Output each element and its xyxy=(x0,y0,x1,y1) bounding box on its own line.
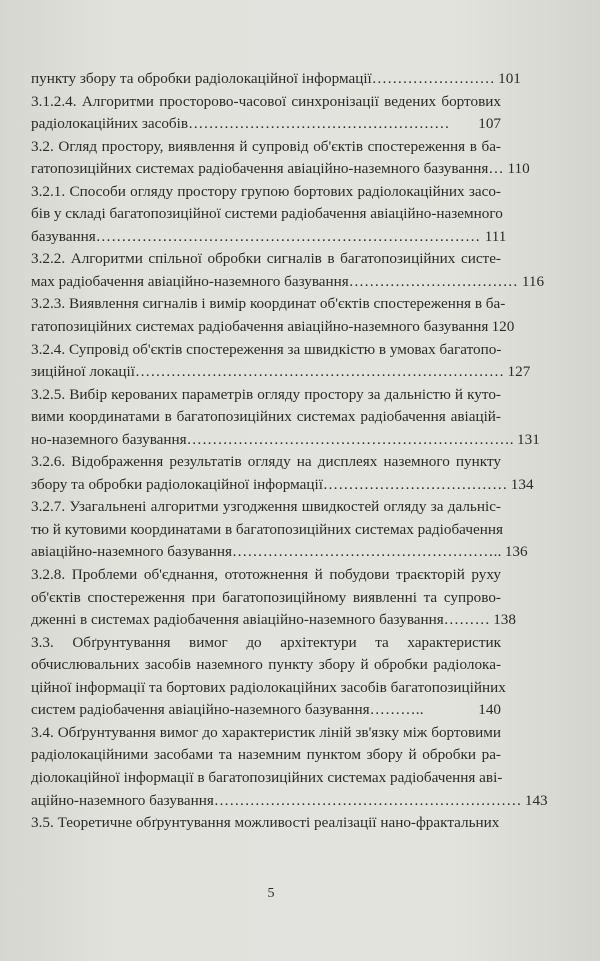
toc-entry xyxy=(31,181,507,249)
toc-leader-dots: …………………………………………………… xyxy=(213,791,522,809)
toc-entry-line: 3.2. Огляд простору, виявлення й супровід об'єктів спостереження в ба- xyxy=(31,137,501,155)
toc-entry-line: 3.1.2.4. Алгоритми просторово-часової синхронізації ведених бортових xyxy=(31,92,501,110)
toc-entry-last-line xyxy=(31,699,501,722)
toc-entry xyxy=(31,91,501,136)
toc-entry-last-line xyxy=(31,271,545,294)
table-of-contents xyxy=(31,68,548,835)
toc-entry-title: гатопозиційних системах радіобачення авіаційно-наземного базування xyxy=(31,160,489,178)
toc-entry-title: гатопозиційних системах радіобачення авіаційно-наземного базування xyxy=(31,318,489,336)
toc-page-number: 107 xyxy=(478,115,501,133)
toc-leader-dots: ………………………………………………………………… xyxy=(95,227,481,245)
toc-entry xyxy=(31,384,540,452)
toc-entry-line: бів у складі багатопозиційної системи радіобачення авіаційно-наземного xyxy=(31,205,503,223)
toc-leader-dots: ……… xyxy=(443,611,490,629)
toc-entry-line: тю й кутовими координатами в багатопозиційних системах радіобачення xyxy=(31,520,503,538)
toc-entry-line: діолокаційної інформації в багатопозиційних системах радіобачення аві- xyxy=(31,768,503,786)
toc-entry-title: зиційної локації xyxy=(31,363,135,381)
toc-entry-title: базування xyxy=(31,227,96,245)
toc-entry-line: вими координатами в багатопозиційних системах радіобачення авіацій- xyxy=(31,408,501,426)
toc-page-number: 131 xyxy=(517,430,540,448)
toc-entry xyxy=(31,68,521,91)
toc-entry-line: 3.2.3. Виявлення сигналів і вимір координат об'єктів спостереження в ба- xyxy=(31,295,506,313)
toc-entry-title: но-наземного базування xyxy=(31,430,187,448)
toc-entry-last-line xyxy=(31,790,548,813)
toc-entry-line: об'єктів спостереження при багатопозиційному виявленні та супрово- xyxy=(31,588,501,606)
toc-entry xyxy=(31,632,506,722)
toc-entry-line: 3.2.6. Відображення результатів огляду на дисплеях наземного пункту xyxy=(31,453,501,471)
toc-entry-last-line xyxy=(31,474,534,497)
toc-page-number: 110 xyxy=(507,160,530,178)
toc-page-number: 143 xyxy=(524,791,548,809)
toc-entry-title: систем радіобачення авіаційно-наземного базування xyxy=(31,701,370,719)
toc-entry xyxy=(31,248,545,293)
toc-entry-title: аційно-наземного базування xyxy=(31,791,214,809)
toc-entry-last-line xyxy=(31,113,501,136)
toc-leader-dots: ……………………………… xyxy=(322,475,508,493)
toc-entry-title: мах радіобачення авіаційно-наземного базування xyxy=(31,272,349,290)
toc-entry xyxy=(31,293,515,338)
toc-entry-title: радіолокаційних засобів xyxy=(31,115,189,133)
toc-entry-title: збору та обробки радіолокаційної інформації xyxy=(31,475,323,493)
toc-entry-line: 3.2.4. Супровід об'єктів спостереження за швидкістю в умовах багатопо- xyxy=(31,340,502,358)
toc-entry-last-line xyxy=(31,609,516,632)
toc-entry xyxy=(31,136,530,181)
toc-entry-line: 3.4. Обґрунтування вимог до характеристик ліній зв'язку між бортовими xyxy=(31,723,501,741)
toc-leader-dots: …………………………………………… xyxy=(188,115,450,133)
page-number: 5 xyxy=(267,886,275,901)
toc-entry-line: 3.3. Обґрунтування вимог до архітектури та характеристик xyxy=(31,633,501,651)
toc-entry-last-line xyxy=(31,812,501,835)
toc-entry xyxy=(31,812,501,835)
toc-entry-title: 3.5. Теоретичне обґрунтування можливості реалізації нано-фрактальних xyxy=(31,814,500,832)
toc-page-number: 136 xyxy=(504,543,528,561)
toc-page-number: 111 xyxy=(484,227,507,245)
toc-page-number: 101 xyxy=(498,70,521,87)
toc-entry-last-line xyxy=(31,158,530,181)
toc-entry-line: радіолокаційними засобами та наземним пунктом збору й обробки ра- xyxy=(31,746,501,764)
toc-entry xyxy=(31,339,531,384)
toc-entry xyxy=(31,722,548,812)
toc-entry xyxy=(31,564,516,632)
toc-entry-title: авіаційно-наземного базування xyxy=(31,543,233,561)
toc-leader-dots: …………………………………………….. xyxy=(232,543,502,561)
toc-page-number: 127 xyxy=(507,363,531,381)
toc-leader-dots: ………………………………………………………. xyxy=(186,430,514,448)
toc-page-number: 116 xyxy=(521,272,545,290)
toc-entry-title: дженні в системах радіобачення авіаційно-наземного базування xyxy=(31,611,444,629)
toc-leader-dots: …………………………… xyxy=(348,272,519,290)
toc-entry-last-line xyxy=(31,226,507,249)
toc-entry-line: 3.2.7. Узагальнені алгоритми узгодження швидкостей огляду за дальніс- xyxy=(31,498,501,516)
toc-entry-line: ційної інформації та бортових радіолокаційних засобів багатопозиційних xyxy=(31,678,506,696)
toc-entry-line: 3.2.8. Проблеми об'єднання, ототожнення й побудови траєкторій руху xyxy=(31,566,501,584)
toc-entry-line: 3.2.2. Алгоритми спільної обробки сигналів в багатопозиційних систе- xyxy=(31,250,501,268)
toc-entry-line: 3.2.5. Вибір керованих параметрів огляду простору за дальністю й куто- xyxy=(31,385,501,403)
toc-entry-last-line xyxy=(31,429,540,452)
toc-entry-last-line xyxy=(31,361,531,384)
toc-page-number: 140 xyxy=(478,701,501,719)
toc-entry-last-line xyxy=(31,541,528,564)
toc-leader-dots: ……………………………………………………………… xyxy=(134,363,505,381)
toc-leader-dots: … xyxy=(488,160,504,178)
toc-entry xyxy=(31,496,528,564)
toc-entry-last-line xyxy=(31,316,515,339)
toc-leader-dots: ……….. xyxy=(369,701,424,719)
toc-entry-last-line xyxy=(31,68,521,91)
toc-entry xyxy=(31,451,534,496)
toc-entry-line: 3.2.1. Способи огляду простору групою бортових радіолокаційних засо- xyxy=(31,182,501,200)
toc-page-number: 134 xyxy=(510,475,534,493)
toc-page-number: 120 xyxy=(491,318,515,336)
toc-entry-line: обчислювальних засобів наземного пункту збору й обробки радіолока- xyxy=(31,656,501,674)
toc-entry-title: пункту збору та обробки радіолокаційної інформації xyxy=(31,70,372,87)
toc-leader-dots: …………………… xyxy=(371,70,495,87)
toc-page-number: 138 xyxy=(493,611,516,629)
